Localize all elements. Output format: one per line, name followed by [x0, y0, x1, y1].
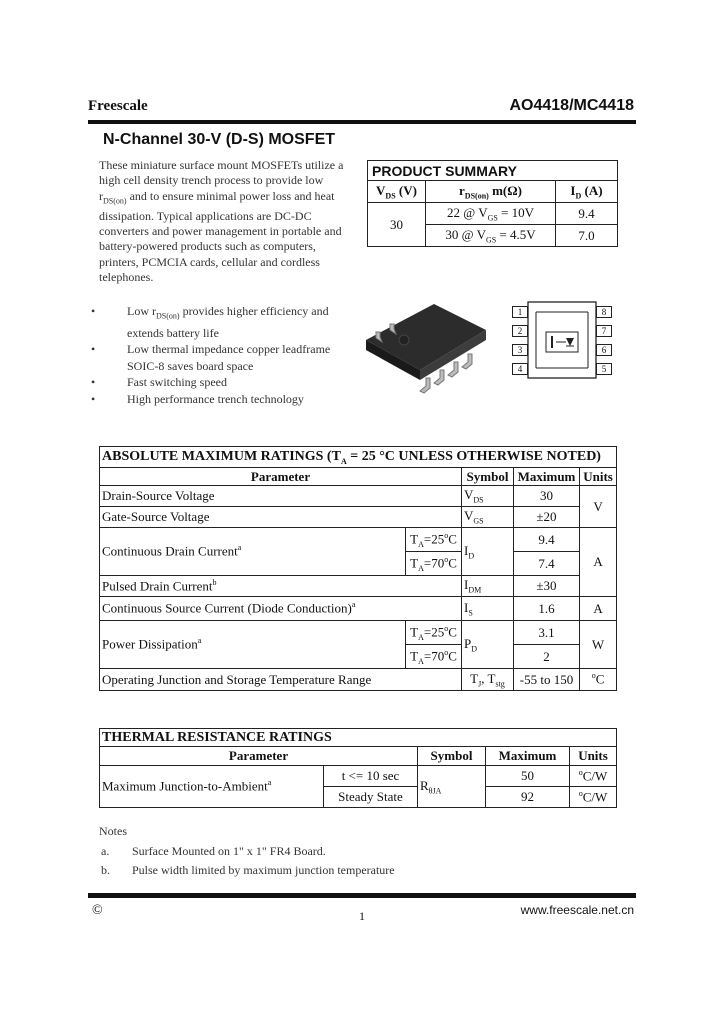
condition-cell: $T_A=70^oC$	[406, 645, 462, 669]
max-cell: 1.6	[514, 597, 580, 621]
max-cell: ±20	[514, 507, 580, 528]
param-cell: Maximum Junction-to-Ambient$^a$	[100, 766, 324, 808]
note-item: b. Pulse width limited by maximum junction temperature	[101, 863, 395, 877]
max-cell: 50	[486, 766, 570, 787]
pin-label: 5	[596, 363, 612, 375]
param-cell: Gate-Source Voltage	[100, 507, 462, 528]
param-cell: Continuous Drain Current$^a$	[100, 528, 406, 576]
rds-value: 30 @ $V_{GS} = 4.5V$	[426, 225, 556, 247]
thermal-resistance-table	[99, 728, 617, 808]
intro-line: $r_{DS(on)}$ and to ensure minimal power loss and heat	[99, 188, 335, 206]
param-cell: Power Dissipation$^a$	[100, 621, 406, 669]
symbol-cell: $I_D$	[462, 528, 514, 576]
col-symbol: Symbol	[462, 468, 514, 486]
max-cell: 3.1	[514, 621, 580, 645]
pin-label: 2	[512, 325, 528, 337]
col-units: Units	[580, 468, 617, 486]
intro-line: battery-powered products such as computers,	[99, 239, 316, 254]
header-rule	[88, 120, 636, 124]
max-cell: ±30	[514, 576, 580, 597]
intro-line: high cell density trench process to provide low	[99, 173, 324, 188]
param-cell: Pulsed Drain Current$^b$	[100, 576, 462, 597]
param-cell: Continuous Source Current (Diode Conduction)$^a$	[100, 597, 462, 621]
id-value: 9.4	[556, 203, 618, 225]
pin-label: 4	[512, 363, 528, 375]
pin-label: 1	[512, 306, 528, 318]
condition-cell: Steady State	[324, 787, 418, 808]
intro-line: These miniature surface mount MOSFETs utilize a	[99, 158, 344, 172]
unit-cell: W	[580, 621, 617, 669]
rds-value: 22 @ $V_{GS} = 10V$	[426, 203, 556, 225]
product-summary-table	[367, 160, 618, 247]
col-parameter: Parameter	[100, 747, 418, 766]
unit-cell: $^o$C/W	[570, 766, 617, 787]
thermal-title: THERMAL RESISTANCE RATINGS	[100, 729, 617, 747]
intro-line: dissipation. Typical applications are DC-DC	[99, 208, 312, 223]
notes-section	[99, 824, 619, 882]
max-cell: 7.4	[514, 552, 580, 576]
unit-cell: $^o$C	[580, 669, 617, 691]
max-cell: -55 to 150	[514, 669, 580, 691]
param-cell: Operating Junction and Storage Temperature Range	[100, 669, 462, 691]
unit-cell: A	[580, 528, 617, 597]
pin-label: 6	[596, 344, 612, 356]
param-cell: Drain-Source Voltage	[100, 486, 462, 507]
part-number: AO4418/MC4418	[509, 97, 634, 114]
condition-cell: $T_A=25^oC$	[406, 621, 462, 645]
feature-list	[91, 303, 351, 407]
footer-url: www.freescale.net.cn	[520, 903, 634, 917]
unit-cell: A	[580, 597, 617, 621]
intro-line: converters and power management in portable and	[99, 224, 342, 239]
max-cell: 30	[514, 486, 580, 507]
absolute-max-ratings-table	[99, 446, 617, 691]
unit-cell: $^o$C/W	[570, 787, 617, 808]
col-units: Units	[570, 747, 617, 766]
product-summary-title: PRODUCT SUMMARY	[368, 161, 618, 181]
symbol-cell: $V_{GS}$	[462, 507, 514, 528]
pin-label: 3	[512, 344, 528, 356]
note-item: a. Surface Mounted on 1" x 1" FR4 Board.	[101, 844, 326, 858]
symbol-cell: $P_D$	[462, 621, 514, 669]
id-value: 7.0	[556, 225, 618, 247]
abs-max-title: ABSOLUTE MAXIMUM RATINGS ($T_A = 25$ °C UNLESS OTHERWISE NOTED)	[100, 447, 617, 468]
max-cell: 2	[514, 645, 580, 669]
condition-cell: t <= 10 sec	[324, 766, 418, 787]
vds-value: 30	[368, 203, 426, 247]
feature-item: • Low thermal impedance copper leadframe SOIC-8 saves board space	[91, 342, 331, 373]
col-parameter: Parameter	[100, 468, 462, 486]
symbol-cell: $R_{\theta JA}$	[418, 766, 486, 808]
intro-line: telephones.	[99, 270, 154, 285]
feature-item: • Fast switching speed	[91, 375, 227, 390]
symbol-cell: $I_S$	[462, 597, 514, 621]
col-vds: $V_{DS}$ (V)	[368, 181, 426, 203]
symbol-cell: $T_J$, $T_{stg}$	[462, 669, 514, 691]
col-rds: $r_{DS(on)}$ m(Ω)	[426, 181, 556, 203]
page-number: 1	[359, 909, 365, 923]
condition-cell: $T_A=25^oC$	[406, 528, 462, 552]
symbol-cell: $I_{DM}$	[462, 576, 514, 597]
pin-label: 8	[596, 306, 612, 318]
pinout-diagram	[512, 300, 612, 380]
soic8-package-image	[360, 296, 492, 396]
col-maximum: Maximum	[514, 468, 580, 486]
condition-cell: $T_A=70^oC$	[406, 552, 462, 576]
notes-title: Notes	[99, 824, 127, 838]
col-id: $I_D$ (A)	[556, 181, 618, 203]
max-cell: 9.4	[514, 528, 580, 552]
col-symbol: Symbol	[418, 747, 486, 766]
copyright-symbol: ©	[92, 903, 103, 918]
col-maximum: Maximum	[486, 747, 570, 766]
feature-item: • High performance trench technology	[91, 391, 304, 406]
feature-item: • Low $r_{DS(on)}$ provides higher efficiency and extends battery life	[91, 304, 329, 340]
intro-line: printers, PCMCIA cards, cellular and cordless	[99, 254, 320, 269]
brand-name: Freescale	[88, 98, 148, 114]
page-title: N-Channel 30-V (D-S) MOSFET	[103, 131, 336, 148]
pin-label: 7	[596, 325, 612, 337]
unit-cell: V	[580, 486, 617, 528]
footer-rule	[88, 893, 636, 898]
symbol-cell: $V_{DS}$	[462, 486, 514, 507]
max-cell: 92	[486, 787, 570, 808]
intro-paragraph	[99, 158, 361, 286]
